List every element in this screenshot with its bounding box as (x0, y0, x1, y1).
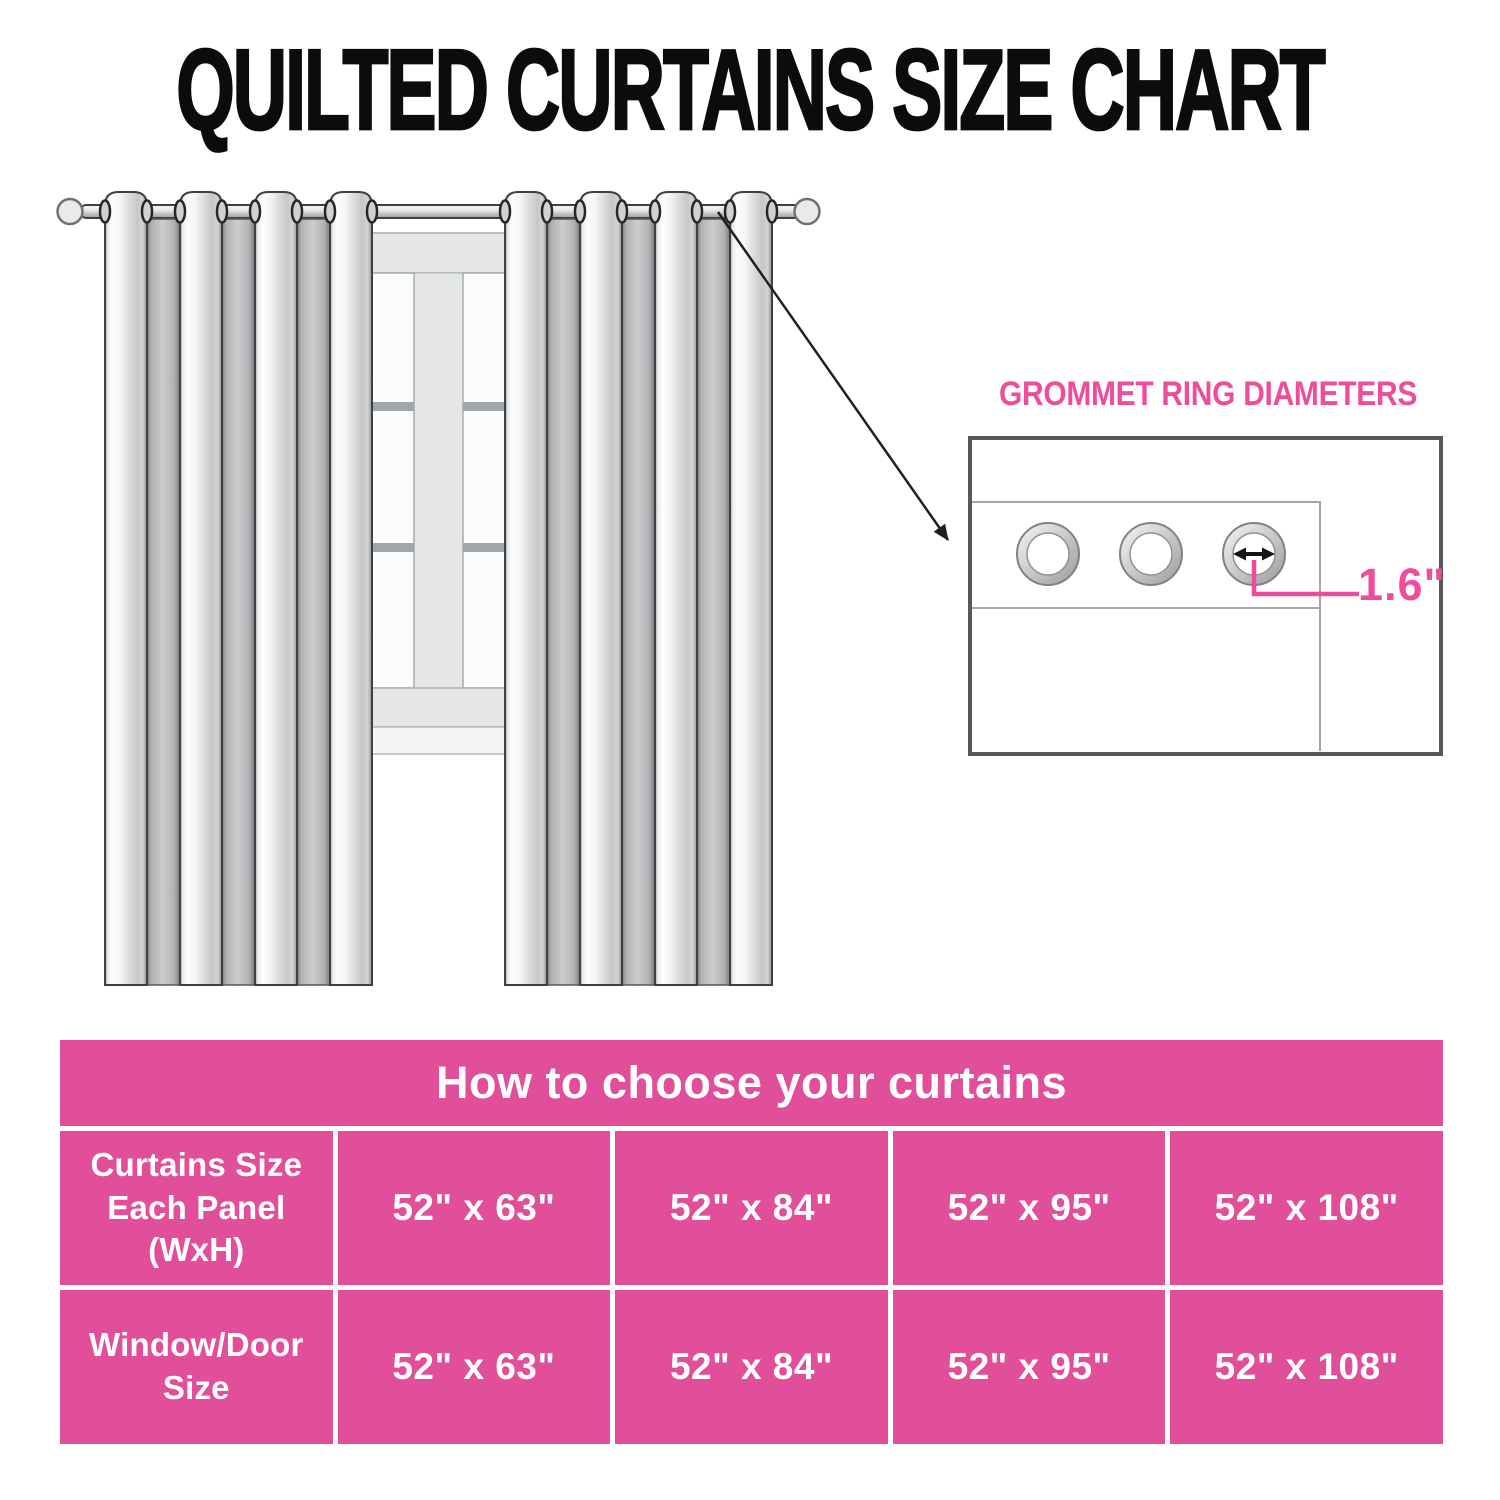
window-muntin-bar (463, 543, 505, 552)
grommet-ring (1017, 523, 1079, 585)
size-value-cell: 52" x 108" (1170, 1131, 1443, 1285)
curtain-panel-right (500, 192, 777, 985)
size-value-cell: 52" x 63" (338, 1131, 611, 1285)
rod-finial-right (795, 199, 820, 224)
window-top-rail (372, 233, 505, 273)
size-value-cell: 52" x 108" (1170, 1290, 1443, 1444)
window-muntin-bar (372, 543, 414, 552)
diameter-value-label: 1.6" (1358, 559, 1446, 610)
window-pane-right (463, 273, 505, 688)
rod-finial-left (58, 199, 83, 224)
grommet-callout-heading: GROMMET RING DIAMETERS (998, 375, 1418, 413)
row-label-window-door-size: Window/Door Size (60, 1290, 333, 1444)
curtain-panel-left (100, 192, 377, 985)
size-value-cell: 52" x 95" (893, 1290, 1166, 1444)
window-sill (358, 727, 521, 754)
curtain-window-illustration (40, 170, 970, 1030)
table-title: How to choose your curtains (60, 1040, 1443, 1126)
grommet-ring (1120, 523, 1182, 585)
window-muntin-bar (463, 402, 505, 411)
row-label-curtains-size: Curtains Size Each Panel (WxH) (60, 1131, 333, 1285)
size-value-cell: 52" x 84" (615, 1290, 888, 1444)
window-bottom-rail (372, 688, 505, 727)
page-title: QUILTED CURTAINS SIZE CHART (176, 27, 1324, 154)
size-value-cell: 52" x 63" (338, 1290, 611, 1444)
window-pane-left (372, 273, 414, 688)
size-table (60, 1040, 1443, 1444)
size-value-cell: 52" x 95" (893, 1131, 1166, 1285)
grommet-callout (958, 374, 1458, 418)
window (358, 233, 521, 754)
window-muntin-bar (372, 402, 414, 411)
size-value-cell: 52" x 84" (615, 1131, 888, 1285)
